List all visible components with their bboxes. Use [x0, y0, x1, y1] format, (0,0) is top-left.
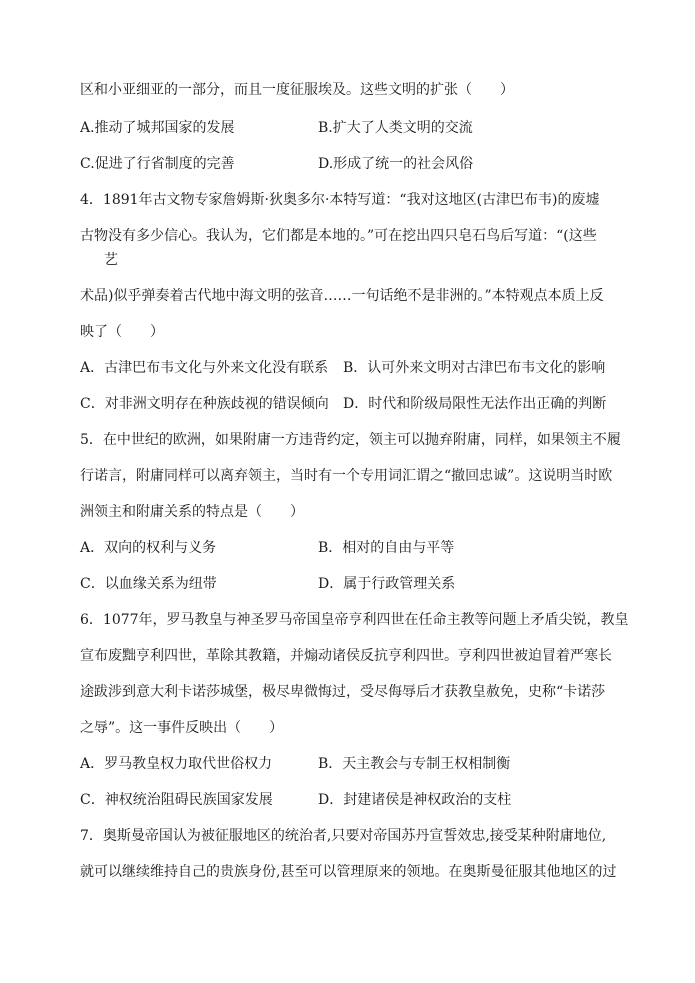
q4-stem-line-3: 艺 [104, 252, 118, 268]
q3-option-b: B.扩大了人类文明的交流 [318, 120, 473, 136]
q5-stem-line-2: 行诺言，附庸同样可以离弃领主，当时有一个专用词汇谓之“撤回忠诚”。这说明当时欧 [80, 468, 613, 484]
q6-option-a: A．罗马教皇权力取代世俗权力 [80, 756, 273, 772]
q3-option-d: D.形成了统一的社会风俗 [318, 156, 474, 172]
q6-option-c: C．神权统治阻碍民族国家发展 [80, 792, 273, 808]
q5-option-a: A．双向的权利与义务 [80, 540, 217, 556]
q6-stem-line-4: 之辱”。这一事件反映出（ ） [80, 720, 284, 736]
q6-stem-line-1: 6．1077年，罗马教皇与神圣罗马帝国皇帝亨利四世在任命主教等问题上矛盾尖锐，教皇 [80, 612, 629, 628]
q4-stem-line-2: 古物没有多少信心。我认为，它们都是本地的。”可在挖出四只皂石鸟后写道：“(这些 [80, 228, 597, 244]
q4-stem-line-4: 术品)似乎弹奏着古代地中海文明的弦音……一句话绝不是非洲的。”本特观点本质上反 [80, 288, 604, 304]
q4-stem-line-5: 映了（ ） [80, 324, 164, 340]
q5-option-d: D．属于行政管理关系 [318, 576, 456, 592]
q3-option-a: A.推动了城邦国家的发展 [80, 120, 235, 136]
q6-stem-line-3: 途跋涉到意大利卡诺莎城堡，极尽卑微悔过，受尽侮辱后才获教皇赦免，史称“卡诺莎 [80, 684, 606, 700]
q4-option-c: C．对非洲文明存在种族歧视的错误倾向 [80, 396, 329, 412]
q4-option-a: A．古津巴布韦文化与外来文化没有联系 [80, 360, 329, 376]
q5-option-c: C．以血缘关系为纽带 [80, 576, 217, 592]
q4-option-d: D．时代和阶级局限性无法作出正确的判断 [343, 396, 607, 412]
q4-stem-line-1: 4．1891年古文物专家詹姆斯·狄奥多尔·本特写道：“我对这地区(古津巴布韦)的废墟 [80, 192, 600, 208]
q3-option-c: C.促进了行省制度的完善 [80, 156, 235, 172]
q7-stem-line-2: 就可以继续维持自己的贵族身份,甚至可以管理原来的领地。在奥斯曼征服其他地区的过 [80, 864, 617, 880]
q6-option-b: B．天主教会与专制王权相制衡 [318, 756, 511, 772]
q6-stem-line-2: 宣布废黜亨利四世，革除其教籍，并煽动诸侯反抗亨利四世。亨利四世被迫冒着严寒长 [80, 648, 612, 664]
q5-stem-line-1: 5．在中世纪的欧洲，如果附庸一方违背约定，领主可以抛弃附庸，同样，如果领主不履 [80, 432, 621, 448]
q6-option-d: D．封建诸侯是神权政治的支柱 [318, 792, 512, 808]
q5-stem-line-3: 洲领主和附庸关系的特点是（ ） [80, 504, 304, 520]
q5-option-b: B．相对的自由与平等 [318, 540, 455, 556]
q3-stem-tail: 区和小亚细亚的一部分，而且一度征服埃及。这些文明的扩张（ ） [80, 82, 514, 98]
q4-option-b: B．认可外来文明对古津巴布韦文化的影响 [343, 360, 606, 376]
q7-stem-line-1: 7．奥斯曼帝国认为被征服地区的统治者,只要对帝国苏丹宣誓效忠,接受某种附庸地位, [80, 828, 607, 844]
